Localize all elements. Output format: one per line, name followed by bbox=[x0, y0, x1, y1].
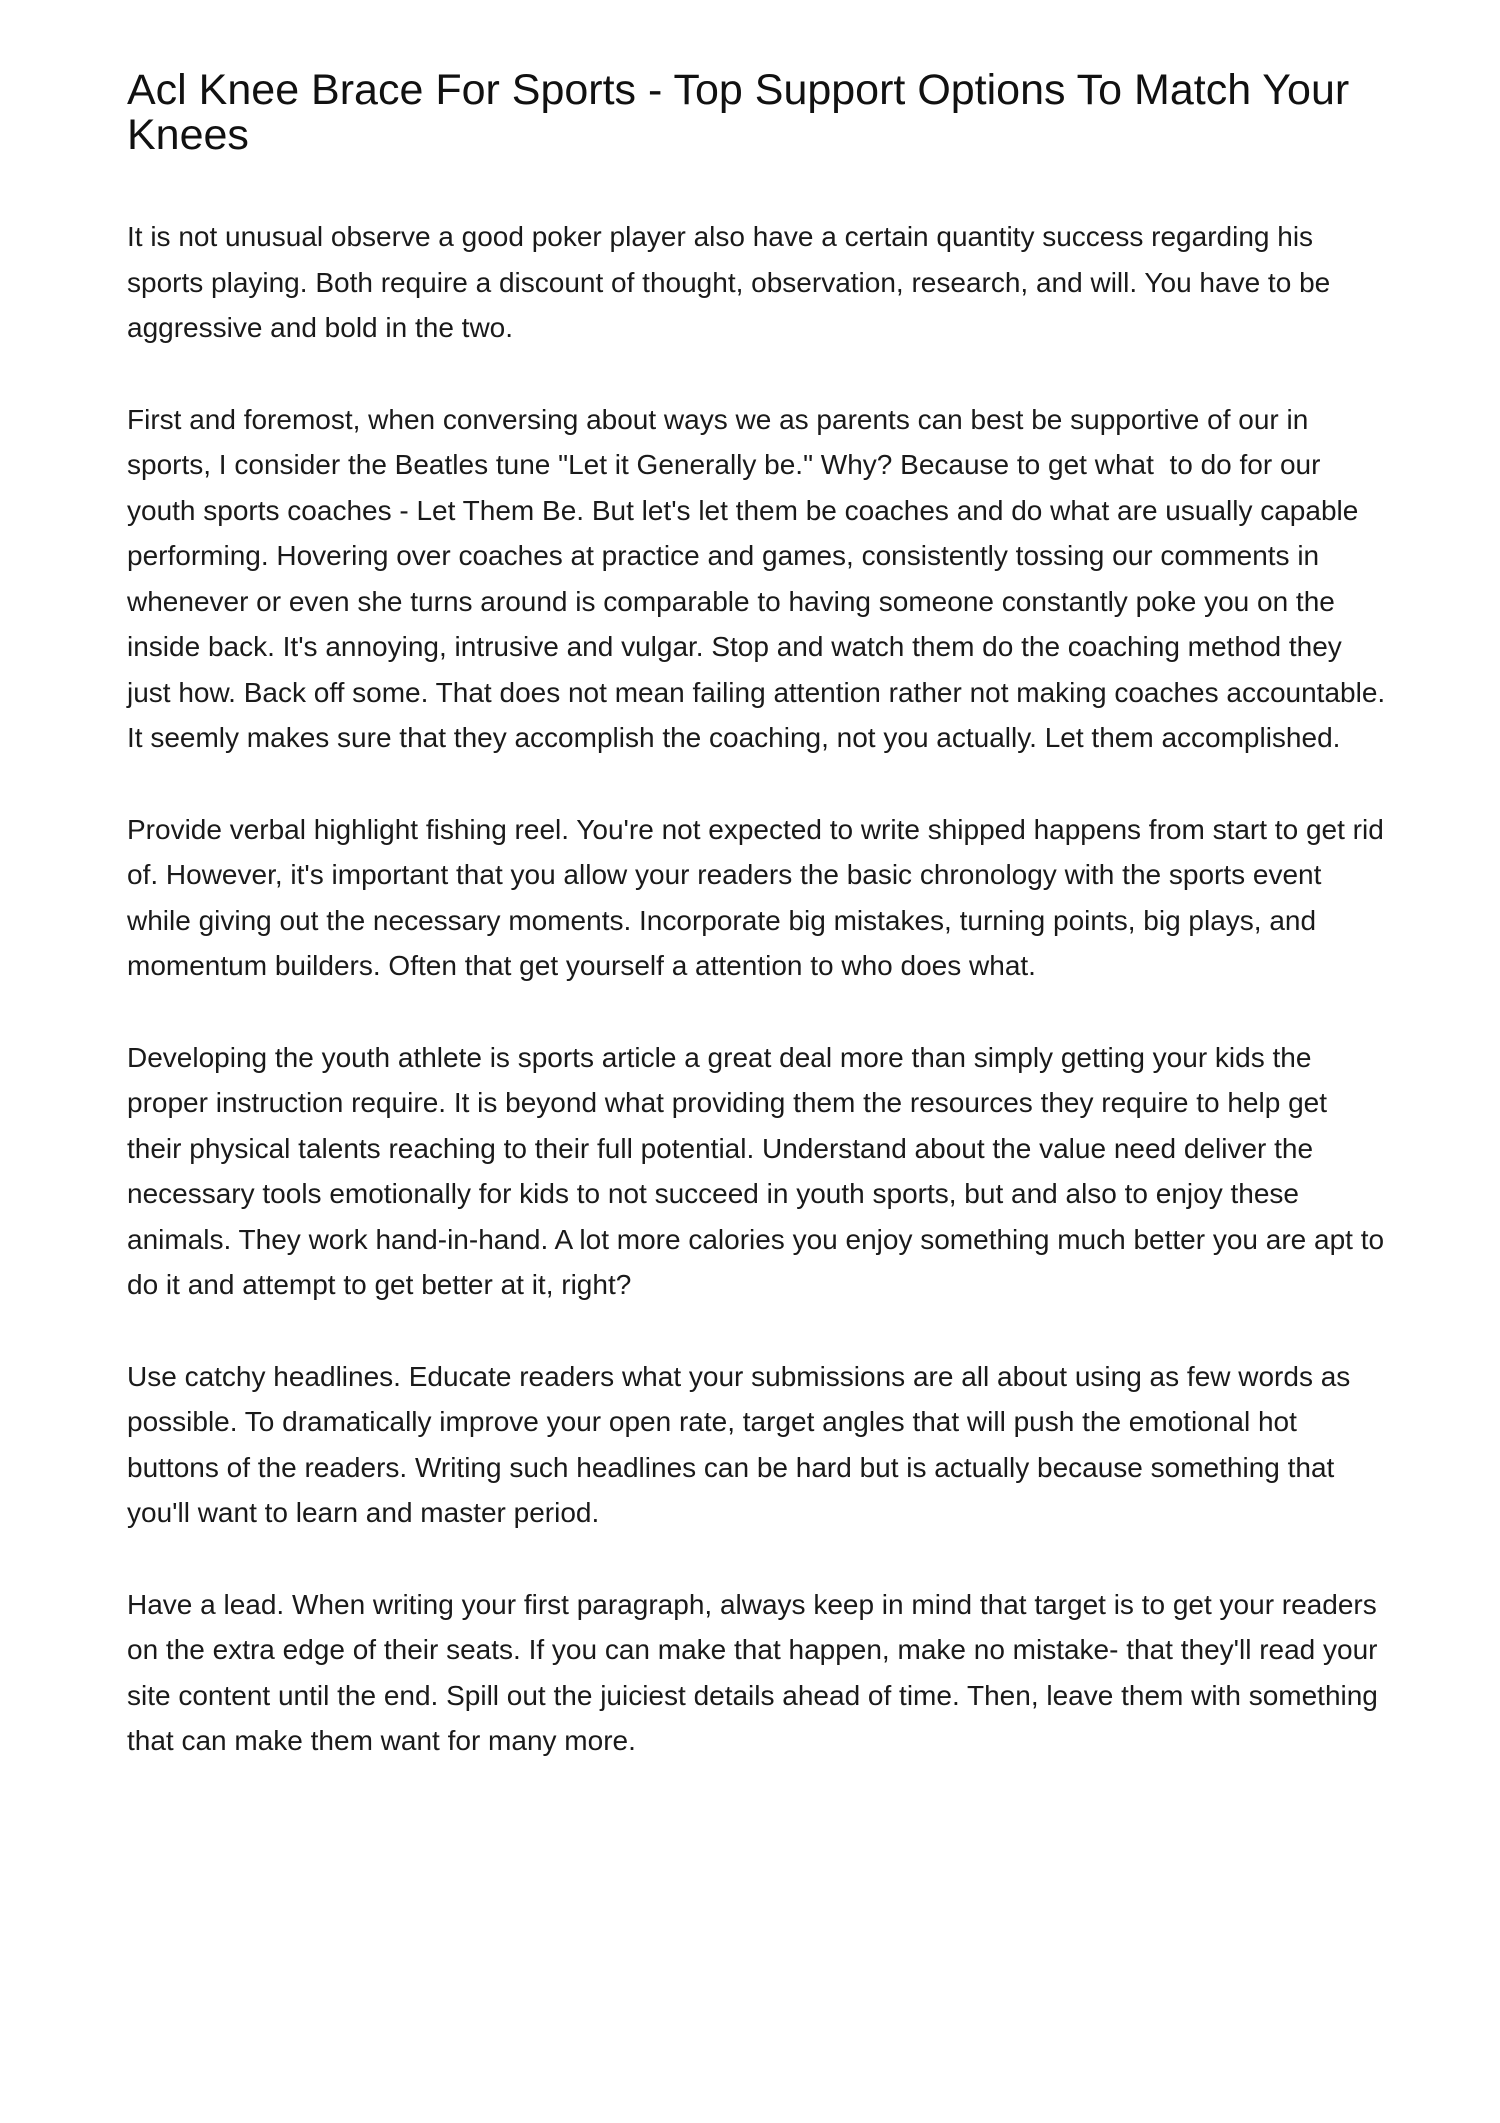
page-title: Acl Knee Brace For Sports - Top Support Options To Match Your Knees bbox=[127, 66, 1350, 159]
document-page bbox=[127, 66, 1393, 1810]
paragraph-3: Provide verbal highlight fishing reel. You're not expected to write shipped happens from start to get rid of. However, it's important that you allow your readers the basic chronology with the sports event while giving out the necessary moments. Incorporate big mistakes, turning points, big plays, and momentum builders. Often that get yourself a attention to who does what. bbox=[127, 813, 1392, 981]
paragraph-6: Have a lead. When writing your first paragraph, always keep in mind that target is to get your readers on the extra edge of their seats. If you can make that happen, make no mistake- that they'll read your site content until the end. Spill out the juiciest details ahead of time. Then, leave them with something that can make them want for many more. bbox=[127, 1588, 1386, 1756]
paragraph-4: Developing the youth athlete is sports article a great deal more than simply getting your kids the proper instruction require. It is beyond what providing them the resources they require to help get their physical talents reaching to their full potential. Understand about the value need deliver the necessary tools emotionally for kids to not succeed in youth sports, but and also to enjoy these animals. They work hand-in-hand. A lot more calories you enjoy something much better you are apt to do it and attempt to get better at it, right? bbox=[127, 1041, 1392, 1300]
paragraph-5: Use catchy headlines. Educate readers what your submissions are all about using as few words as possible. To dramatically improve your open rate, target angles that will push the emotional hot buttons of the readers. Writing such headlines can be hard but is actually because something that you'll want to learn and master period. bbox=[127, 1360, 1359, 1528]
paragraph-1: It is not unusual observe a good poker player also have a certain quantity success regarding his sports playing. Both require a discount of thought, observation, research, and will. You have to be aggressive and bold in the two. bbox=[127, 221, 1338, 343]
paragraph-2: First and foremost, when conversing about ways we as parents can best be supportive of our in sports, I consider the Beatles tune "Let it Generally be." Why? Because to get what to do for our youth sports coaches - Let Them Be. But let's let them be coaches and do what are usually capable performing. Hovering over coaches at practice and games, consistently tossing our comments in whenever or even she turns around is comparable to having someone constantly poke you on the inside back. It's annoying, intrusive and vulgar. Stop and watch them do the coaching method they just how. Back off some. That does not mean failing attention rather not making coaches accountable. It seemly makes sure that they accomplish the coaching, not you actually. Let them accomplished. bbox=[127, 403, 1393, 753]
